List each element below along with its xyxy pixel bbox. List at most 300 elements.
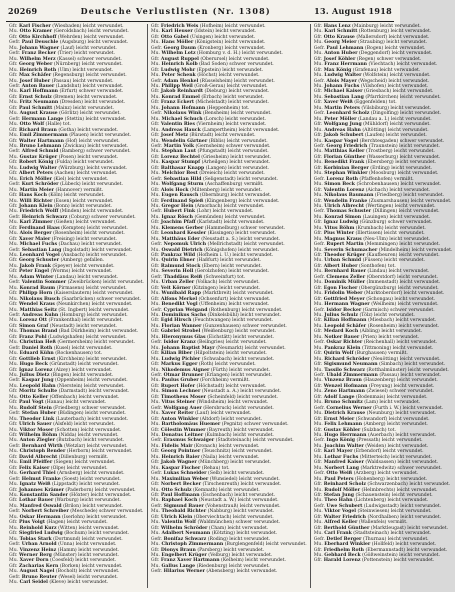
entry-status: leicht verwundet. <box>395 432 437 438</box>
entry-rank: Gfr. <box>313 383 323 389</box>
entry-status: leicht verwundet. <box>84 100 126 106</box>
entry-status: schwer verwundet. <box>91 214 136 220</box>
entry-rank: Gfr. <box>150 100 160 106</box>
entry-place: (Obernburg) <box>199 193 230 199</box>
entry-name: Otto Schulz <box>161 487 192 493</box>
entry-place: (Frankenthal) <box>48 318 81 324</box>
entry-status: schwer verwundet. <box>99 509 144 515</box>
entry-name: Oswald Dietrich <box>161 247 203 253</box>
entry-name: Karl Mayer <box>323 449 353 455</box>
entry-place: (Selb) <box>208 471 222 477</box>
entry-status: tot. <box>221 465 230 471</box>
entry-status: leicht verwundet. <box>226 138 268 144</box>
entry-status: schwer verwundet. <box>244 422 289 428</box>
entry-status: leicht verwundet. <box>88 389 130 395</box>
entry-place: (Tittmoning) <box>361 345 392 351</box>
entry-name: Heinrich Roth <box>19 67 57 73</box>
entry-name: Gallus Lange <box>161 563 196 569</box>
entry-rank: Mu. <box>9 111 19 117</box>
entry-status: leicht verwundet. <box>72 67 114 73</box>
entry-status: leicht verwundet. <box>82 209 124 215</box>
entry-rank: Gefr. <box>150 569 163 575</box>
entry-rank: Mu. <box>9 242 19 248</box>
entry-place: (Langen) <box>205 165 227 171</box>
entry-name: Norbert Lang <box>324 465 359 471</box>
entry-status: leicht verwundet. <box>381 329 423 335</box>
entry-rank: Gfr. <box>9 24 18 29</box>
entry-place: (Friedberg) <box>374 193 402 199</box>
entry-status: leicht verwundet. <box>65 400 107 406</box>
entry-place: (Höchstadt) <box>196 383 225 389</box>
entry-rank: Gfr. <box>313 318 323 324</box>
entry-rank: Mu. <box>313 411 323 417</box>
entry-name: Fritz Neumann <box>19 100 59 106</box>
entry-status: leicht verwundet. <box>225 122 267 128</box>
entry-status: leicht verwundet. <box>379 67 421 73</box>
entry-name: Wilhelm Schröder <box>160 525 208 531</box>
entry-rank: Gefr. <box>9 182 21 188</box>
entry-name: Sigmund Bauer <box>163 503 204 509</box>
entry-rank: Mu. <box>9 198 19 204</box>
entry-rank: Gfr. <box>9 520 18 526</box>
entry-name: Norbert Becker <box>160 482 201 488</box>
entry-rank: Mu. <box>313 345 323 351</box>
entry-name: Otto Weiß <box>326 471 353 477</box>
entry-name: Paul Vogt <box>19 400 44 406</box>
entry-place: (Pfarrkirchen) <box>365 94 399 100</box>
entry-place: (Bogen) <box>364 45 384 51</box>
entry-rank: Gfr. <box>313 362 323 368</box>
entry-status: leicht verwundet. <box>244 345 286 351</box>
entry-name: Franz Xaver Hartmann <box>160 558 220 564</box>
entry-place: (Brilon) <box>63 503 81 509</box>
entry-rank: Gfr. <box>313 187 323 193</box>
entry-rank: Mu. <box>9 143 19 149</box>
entry-status: leicht verwundet. <box>265 542 307 548</box>
entry-status: leicht verwundet. <box>74 51 115 57</box>
entry-place: (Münchberg) <box>198 460 229 466</box>
entry-name: Franz Eckert <box>160 100 194 106</box>
entry-place: (Erfurt) <box>59 89 78 95</box>
entry-rank: Gfr. <box>313 394 323 400</box>
entry-rank: Gfr. <box>150 362 160 368</box>
entry-place: (Wehrden) <box>57 34 83 40</box>
entry-place: (Miesbach) <box>368 318 395 324</box>
entry-name: Walter Friedrich <box>323 514 367 520</box>
entry-rank: Gefr. <box>313 503 325 509</box>
entry-rank: Mu. <box>313 487 323 493</box>
entry-name: Felix Kaiser <box>19 465 50 471</box>
entry-rank: Mu. <box>313 465 323 471</box>
entry-rank: Mu. <box>313 105 323 111</box>
entry-place: (Garmisch) <box>362 307 389 313</box>
entry-place: (Bonn) <box>54 203 70 209</box>
entry-place: (Eppstein) <box>196 67 221 73</box>
entry-name: Gebhard Beck <box>324 552 361 558</box>
entry-status: leicht verwundet. <box>218 454 260 460</box>
entry-status: leicht verwundet. <box>73 160 115 166</box>
entry-name: Philipp Horn <box>19 291 53 297</box>
entry-place: (St. Ingbert) <box>58 307 88 313</box>
entry-place: (Butzbach) <box>56 438 82 444</box>
entry-status: leicht verwundet. <box>235 329 276 335</box>
entry-rank: Gefr. <box>9 149 21 155</box>
entry-place: (Wolfstein) <box>363 73 389 79</box>
entry-place: (Regen) <box>356 56 376 62</box>
entry-status: leicht verwundet. <box>241 307 283 313</box>
entry-place: (Ebermannstadt) <box>365 547 405 553</box>
column-3 <box>310 24 455 588</box>
entry-place: (Schrobenhausen) <box>356 182 400 188</box>
entry-rank: Mu. <box>150 323 161 329</box>
entry-rank: Mu. <box>313 51 323 57</box>
entry-status: leicht verwundet. <box>387 498 429 504</box>
entry-place: (Kassel) <box>57 56 76 62</box>
entry-place: (Pirmasens) <box>56 285 85 291</box>
entry-status: schwer verwundet. <box>397 465 442 471</box>
entry-place: (Klingenberg) <box>204 198 238 204</box>
entry-rank: Gfr. <box>150 329 160 335</box>
entry-place: (Königstein) <box>194 40 224 46</box>
entry-status: leicht verwundet. <box>233 427 275 433</box>
entry-rank: Mu. <box>9 318 19 324</box>
entry-rank: Mu. <box>9 56 19 62</box>
entry-rank: Gfr. <box>313 220 323 226</box>
entry-status: leicht verwundet. <box>397 171 439 177</box>
entry-name: Karl Zimmer <box>19 220 53 226</box>
entry-name: Pankraz Wild <box>160 253 196 259</box>
entry-status: leicht verwundet. <box>399 143 440 149</box>
entry-rank: Gefr. <box>9 509 21 515</box>
entry-status: leicht verwundet. <box>231 449 273 455</box>
entry-name: Moritz Schulte <box>19 389 58 395</box>
entry-rank: Mu. <box>150 138 161 144</box>
entry-place: (Coesfeld) <box>50 558 74 564</box>
entry-rank: Gefr. <box>150 274 163 280</box>
entry-name: Donatus Leitner <box>161 432 204 438</box>
entry-rank: Mu. <box>9 100 19 106</box>
entry-status: leicht verwundet. <box>72 373 114 378</box>
entry-rank: Gfr. <box>150 67 160 73</box>
entry-status: leicht verwundet. <box>227 400 269 406</box>
entry-rank: Gfr. <box>150 231 160 237</box>
entry-place: (Wesel) <box>58 574 76 580</box>
entry-status: leicht verwundet. <box>228 165 269 171</box>
entry-rank: Gfr. <box>313 492 323 498</box>
entry-status: leicht verwundet. <box>86 378 128 384</box>
entry-rank: Mu. <box>150 563 161 569</box>
entry-name: Wendelin Gärtner <box>161 138 208 144</box>
entry-rank: Gefr. <box>150 503 163 509</box>
entry-status: schwer verwundet. <box>240 225 286 231</box>
entry-status: leicht verwundet. <box>406 547 448 553</box>
entry-status: leicht verwundet. <box>76 171 118 177</box>
entry-place: (Eichstätt) <box>207 334 232 340</box>
entry-status: leicht verwundet. <box>75 558 117 564</box>
entry-status: tot. <box>388 100 397 106</box>
entry-name: Theodor Link <box>19 416 55 422</box>
entry-place: (Minden) <box>59 209 82 215</box>
entry-place: (Höxter) <box>69 492 90 498</box>
entry-status: leicht verwundet. <box>407 367 449 373</box>
entry-place: (Nierstein) <box>57 383 83 389</box>
entry-name: Urban Schmid <box>324 258 362 264</box>
entry-status: leicht verwundet. <box>86 356 127 362</box>
entry-name: Manfred Kaiser <box>323 460 364 466</box>
entry-place: (Idstein) <box>194 29 214 35</box>
entry-status: leicht verwundet. <box>81 62 123 68</box>
entry-name: Tassilo Schwarz <box>324 367 365 373</box>
entry-rank: Gfr. <box>313 56 323 62</box>
entry-name: Notker Bauer <box>324 334 360 340</box>
entry-status: leicht verwundet. <box>228 100 269 106</box>
entry-name: Ferdinand Spieß <box>160 198 204 204</box>
entry-rank: Mu. <box>9 209 19 215</box>
entry-name: Leonhard Scholz <box>326 111 370 117</box>
entry-status: leicht verwundet. <box>396 340 438 346</box>
entry-rank: Gefr. <box>9 116 21 122</box>
entry-rank: Mu. <box>313 542 323 548</box>
entry-rank: Gfr. <box>9 236 18 242</box>
entry-rank: Mu. <box>9 154 19 160</box>
entry-status: leicht verwundet. <box>71 269 113 275</box>
entry-rank: Mu. <box>150 313 161 319</box>
entry-name: Ernst Schulz <box>19 94 52 100</box>
entry-place: (Marktredwitz) <box>360 465 396 471</box>
entry-place: (Vilshofen) <box>360 83 387 89</box>
entry-place: (Ebersberg) <box>365 160 394 166</box>
entry-place: (Kirchheim) <box>56 356 85 362</box>
entry-place: (Arheilgen) <box>201 160 228 166</box>
entry-rank: Gefr. <box>313 242 325 248</box>
entry-status: leicht verwundet. <box>224 214 266 220</box>
entry-status: leicht verwundet. <box>410 198 452 204</box>
entry-status: schwer verwundet. <box>229 62 274 68</box>
entry-status: schwer verwundet. <box>86 149 131 155</box>
entry-place: (Meschede) <box>70 509 98 515</box>
entry-status: leicht verwundet. <box>78 547 120 553</box>
entry-rank: Gfr. <box>150 285 160 291</box>
entry-name: Wilhelm Böhm <box>19 432 58 438</box>
entry-status: leicht verwundet. <box>66 520 108 526</box>
entry-status: leicht verwundet. <box>404 362 446 368</box>
entry-place: (Bodenmais) <box>356 394 386 400</box>
entry-rank: Gfr. <box>150 416 160 422</box>
entry-place: (Oberstdorf) <box>366 274 396 280</box>
entry-status: leicht verwundet. <box>238 198 280 204</box>
entry-place: (Rüsselsheim) <box>199 78 233 84</box>
entry-rank: Mu. <box>313 432 323 438</box>
entry-status: leicht verwundet. <box>399 242 441 248</box>
entry-rank: Gfr. <box>150 351 160 357</box>
column-2 <box>147 24 310 588</box>
entry-rank: Mu. <box>313 531 323 537</box>
entry-rank: Mu. <box>9 373 19 378</box>
entry-rank: Mu. <box>150 465 161 471</box>
entry-name: Paul Schmitt <box>19 105 53 111</box>
entry-name: Ulrich Albrecht <box>324 203 365 209</box>
entry-place: (Dachau) <box>58 242 80 248</box>
entry-status: leicht verwundet. <box>212 209 254 215</box>
entry-name: Manfred Oswald <box>19 503 62 509</box>
entry-place: (Aachen) <box>54 171 76 177</box>
entry-status: leicht verwundet. <box>381 438 423 444</box>
entry-rank: Mu. <box>150 291 161 297</box>
entry-place: (Zwiesel) <box>366 389 388 395</box>
entry-status: leicht verwundet. <box>237 394 278 400</box>
entry-place: (Neustadt a. S.) <box>201 236 238 242</box>
entry-place: (Bingen) <box>50 373 71 378</box>
entry-rank: Mu. <box>150 411 161 417</box>
entry-rank: Gfr. <box>313 165 323 171</box>
entry-rank: Mu. <box>313 280 323 286</box>
entry-status: leicht verwundet. <box>80 498 121 504</box>
entry-rank: Mu. <box>313 291 323 297</box>
entry-name: Pankraz Klein <box>324 345 361 351</box>
entry-status: leicht verwundet. <box>409 482 451 488</box>
entry-name: Bonifaz Schwarz <box>163 536 207 542</box>
entry-status: leicht verwundet. <box>243 242 285 248</box>
entry-status: leicht verwundet. <box>382 449 424 455</box>
entry-name: Franz Herrmann <box>324 62 368 68</box>
entry-place: (Nordhalben) <box>367 514 399 520</box>
entry-name: Georg Meier <box>324 40 357 46</box>
entry-place: (Herborn) <box>66 449 91 455</box>
entry-status: leicht verwundet. <box>387 443 429 449</box>
entry-name: Ignaz Lorenz <box>19 367 53 373</box>
entry-name: Hugo Beck <box>19 362 48 368</box>
entry-name: Richard Braun <box>19 127 57 133</box>
entry-name: Martin Peters <box>324 105 360 111</box>
entry-place: (Lichtenberg) <box>354 498 387 504</box>
entry-rank: Mu. <box>150 225 161 231</box>
entry-rank: Mu. <box>9 45 19 51</box>
entry-place: (Zwickau) <box>62 143 86 149</box>
entry-name: Gottlieb Ernst <box>19 356 56 362</box>
entry-rank: Mu. <box>9 547 19 553</box>
entry-status: leicht verwundet. <box>231 552 273 558</box>
entry-name: Florian Günther <box>323 154 366 160</box>
entry-rank: Mu. <box>9 78 19 84</box>
entry-name: Bruno Schmitz <box>324 400 363 406</box>
entry-status: leicht verwundet. <box>385 225 426 231</box>
entry-rank: Gefr. <box>9 280 21 286</box>
entry-place: (Bocholt) <box>55 569 78 575</box>
entry-name: Albert Peters <box>19 171 53 177</box>
entry-status: leicht verwundet. <box>81 563 123 569</box>
entry-rank: Mu. <box>9 405 19 411</box>
entry-place: (Grünstadt) <box>49 362 77 368</box>
entry-status: leicht verwundet. <box>86 313 128 319</box>
entry-rank: Gfr. <box>313 525 323 531</box>
entry-name: Paul Deuschle <box>21 40 59 46</box>
entry-name: Friedrich Weis <box>160 24 199 29</box>
entry-status: leicht verwundet. <box>403 193 445 199</box>
entry-place: (Traunstein) <box>368 143 398 149</box>
entry-rank: Gefr. <box>150 45 163 51</box>
entry-name: Josef Huber <box>19 78 51 84</box>
entry-name: Werner Berg <box>19 552 52 558</box>
entry-status: schwer verwundet. <box>242 323 287 329</box>
entry-status: schwer verwundet. <box>96 296 141 302</box>
entry-rank: Gfr. <box>9 160 18 166</box>
entry-name: Raimund Stock <box>160 263 201 269</box>
entry-place: (Gerolzhofen) <box>194 269 227 275</box>
entry-place: (Rotthalmünster) <box>366 367 407 373</box>
entry-name: Gustav Köhler <box>323 427 361 433</box>
entry-rank: Gefr. <box>313 438 325 444</box>
entry-place: (Deggendorf) <box>359 51 391 57</box>
entry-status: leicht verwundet. <box>224 45 266 51</box>
entry-name: Eberhard Winkler <box>324 542 371 548</box>
entry-name: Clemens Zeller <box>326 274 366 280</box>
entry-place: (Lohr) <box>196 209 212 215</box>
entry-place: (Trier) <box>57 51 73 57</box>
entry-name: Benedikt Frank <box>324 160 365 166</box>
entry-name: Wendel Kraus <box>19 302 55 308</box>
entry-rank: Mu. <box>313 356 323 362</box>
entry-status: leicht verwundet. <box>87 225 128 231</box>
entry-status: leicht verwundet. <box>233 405 274 411</box>
entry-status: leicht verwundet. <box>392 345 434 351</box>
entry-status: leicht verwundet. <box>234 492 276 498</box>
entry-rank: Gfr. <box>9 487 18 493</box>
entry-name: Nepomuk Ulrich <box>163 242 207 248</box>
entry-place: (Memmingen) <box>365 242 398 248</box>
entry-name: Theo Hahn <box>324 498 353 504</box>
entry-place: (Berchtesgaden) <box>359 138 399 144</box>
entry-name: Benedikt Vogl <box>161 302 198 308</box>
entry-place: (Burghausen) <box>354 351 387 357</box>
entry-rank: Gfr. <box>313 263 323 269</box>
entry-rank: Mu. <box>9 460 19 466</box>
entry-rank: Gefr. <box>150 143 163 149</box>
entry-status: leicht verwundet. <box>390 116 432 122</box>
entry-place: (Immenstadt) <box>366 280 399 286</box>
entry-place: (Miltenberg) <box>190 187 220 193</box>
entry-status: leicht verwundet. <box>240 389 282 395</box>
entry-status: schwer verwundet. <box>389 389 434 395</box>
entry-place: (Dingolfing) <box>370 111 399 117</box>
entry-status: leicht verwundet. <box>384 258 425 264</box>
list-entry <box>151 569 307 574</box>
entry-rank: Gefr. <box>9 247 21 253</box>
entry-status: tot. <box>94 351 103 357</box>
entry-name: Erich Möller <box>19 176 52 182</box>
entry-place: (Erbach) <box>201 94 222 100</box>
entry-name: Karl Heuser <box>161 29 193 35</box>
entry-place: (Hofheim i. U.) <box>196 253 231 259</box>
entry-name: Reinhold Kurz <box>19 525 57 531</box>
entry-rank: Mu. <box>313 236 323 242</box>
entry-status: leicht verwundet. <box>78 525 120 531</box>
entry-rank: Gfr. <box>313 514 323 520</box>
entry-status: leicht verwundet. <box>397 285 439 291</box>
entry-status: leicht verwundet. <box>78 138 120 144</box>
entry-name: Alfons Merkel <box>160 296 198 302</box>
entry-rank: Gefr. <box>313 143 325 149</box>
entry-status: leicht verwundet. <box>72 78 114 84</box>
entry-name: Stephan Laut <box>161 149 196 155</box>
entry-rank: Gefr. <box>9 443 21 449</box>
entry-status: leicht verwundet. <box>73 263 115 269</box>
entry-rank: Gfr. <box>9 302 18 308</box>
entry-name: Daniel Roth <box>21 345 53 351</box>
entry-status: leicht verwundet. <box>402 405 444 411</box>
entry-status: leicht verwundet. <box>397 274 438 280</box>
entry-rank: Mu. <box>150 127 161 133</box>
entry-rank: Mu. <box>9 394 19 400</box>
